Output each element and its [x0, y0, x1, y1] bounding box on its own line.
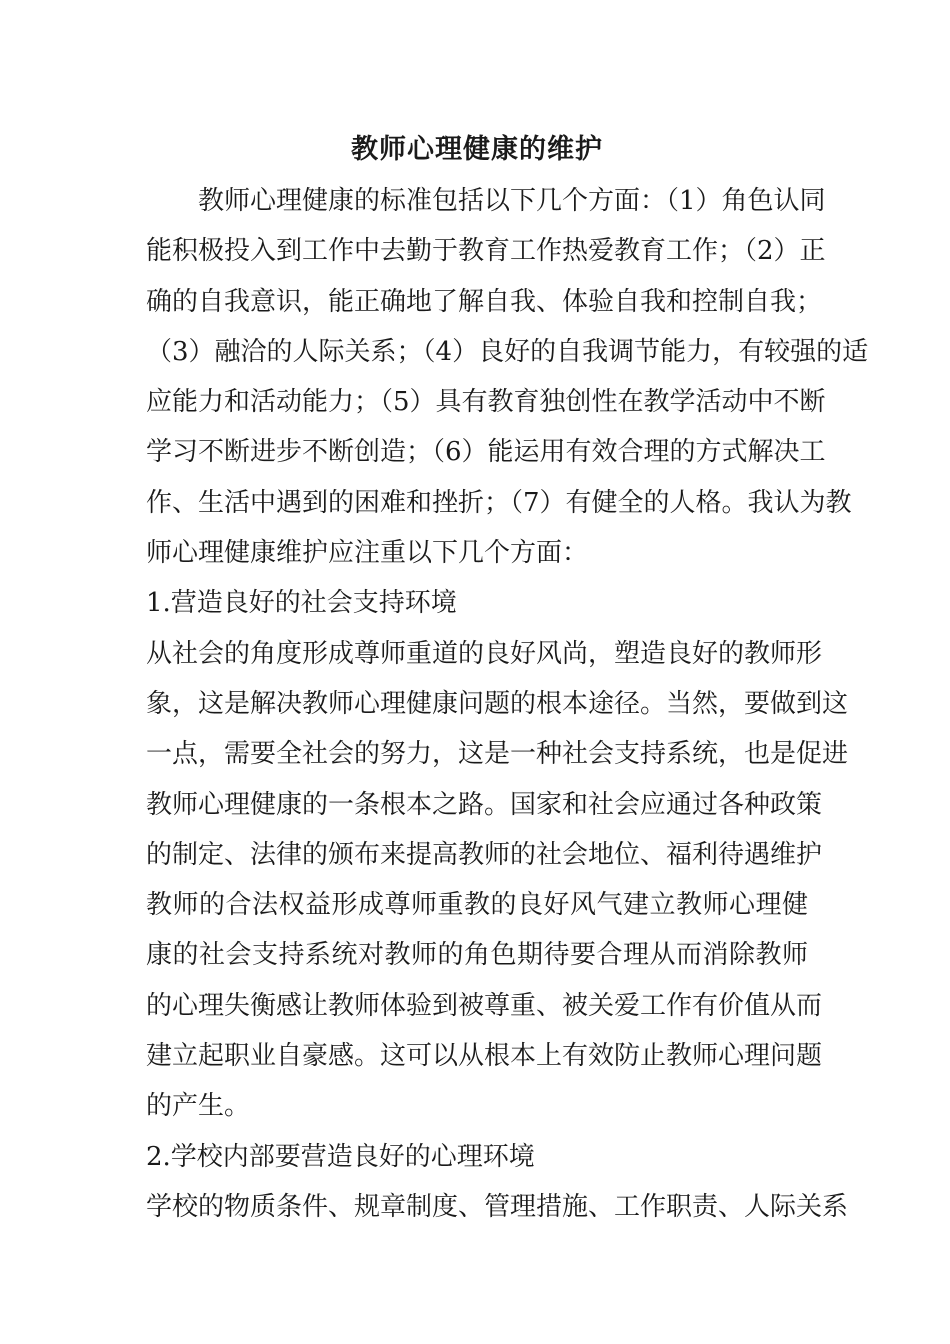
paragraph-line: 康的社会支持系统对教师的角色期待要合理从而消除教师 [146, 940, 808, 971]
section-heading-1: 1.营造良好的社会支持环境 [146, 588, 457, 619]
paragraph-line: 学习不断进步不断创造；（6）能运用有效合理的方式解决工 [146, 437, 826, 468]
paragraph-line: 的心理失衡感让教师体验到被尊重、被关爱工作有价值从而 [146, 990, 823, 1021]
paragraph-line: 师心理健康维护应注重以下几个方面： [146, 538, 589, 569]
paragraph-line: （3）融洽的人际关系；（4）良好的自我调节能力，有较强的适 [146, 336, 869, 367]
paragraph-line: 学校的物质条件、规章制度、管理措施、工作职责、人际关系 [146, 1191, 849, 1222]
paragraph-line: 的产生。 [146, 1091, 251, 1122]
document-title: 教师心理健康的维护 [351, 134, 603, 165]
paragraph-line: 一点，需要全社会的努力，这是一种社会支持系统，也是促进 [146, 739, 849, 770]
paragraph-line: 从社会的角度形成尊师重道的良好风尚，塑造良好的教师形 [146, 638, 823, 669]
section-heading-2: 2.学校内部要营造良好的心理环境 [146, 1141, 535, 1172]
paragraph-line: 建立起职业自豪感。这可以从根本上有效防止教师心理问题 [146, 1041, 823, 1072]
paragraph-line: 教师的合法权益形成尊师重教的良好风气建立教师心理健 [146, 890, 808, 921]
paragraph-line: 能积极投入到工作中去勤于教育工作热爱教育工作；（2）正 [146, 236, 826, 267]
paragraph-line: 教师心理健康的一条根本之路。国家和社会应通过各种政策 [146, 789, 823, 820]
paragraph-line: 确的自我意识，能正确地了解自我、体验自我和控制自我； [146, 286, 823, 317]
paragraph-line: 应能力和活动能力；（5）具有教育独创性在教学活动中不断 [146, 387, 826, 418]
paragraph-line: 象，这是解决教师心理健康问题的根本途径。当然，要做到这 [146, 688, 849, 719]
paragraph-line: 的制定、法律的颁布来提高教师的社会地位、福利待遇维护 [146, 839, 823, 870]
paragraph-line: 教师心理健康的标准包括以下几个方面：（1）角色认同 [198, 186, 826, 216]
document-page [146, 128, 869, 1232]
paragraph-line: 作、生活中遇到的困难和挫折；（7）有健全的人格。我认为教 [146, 487, 852, 518]
